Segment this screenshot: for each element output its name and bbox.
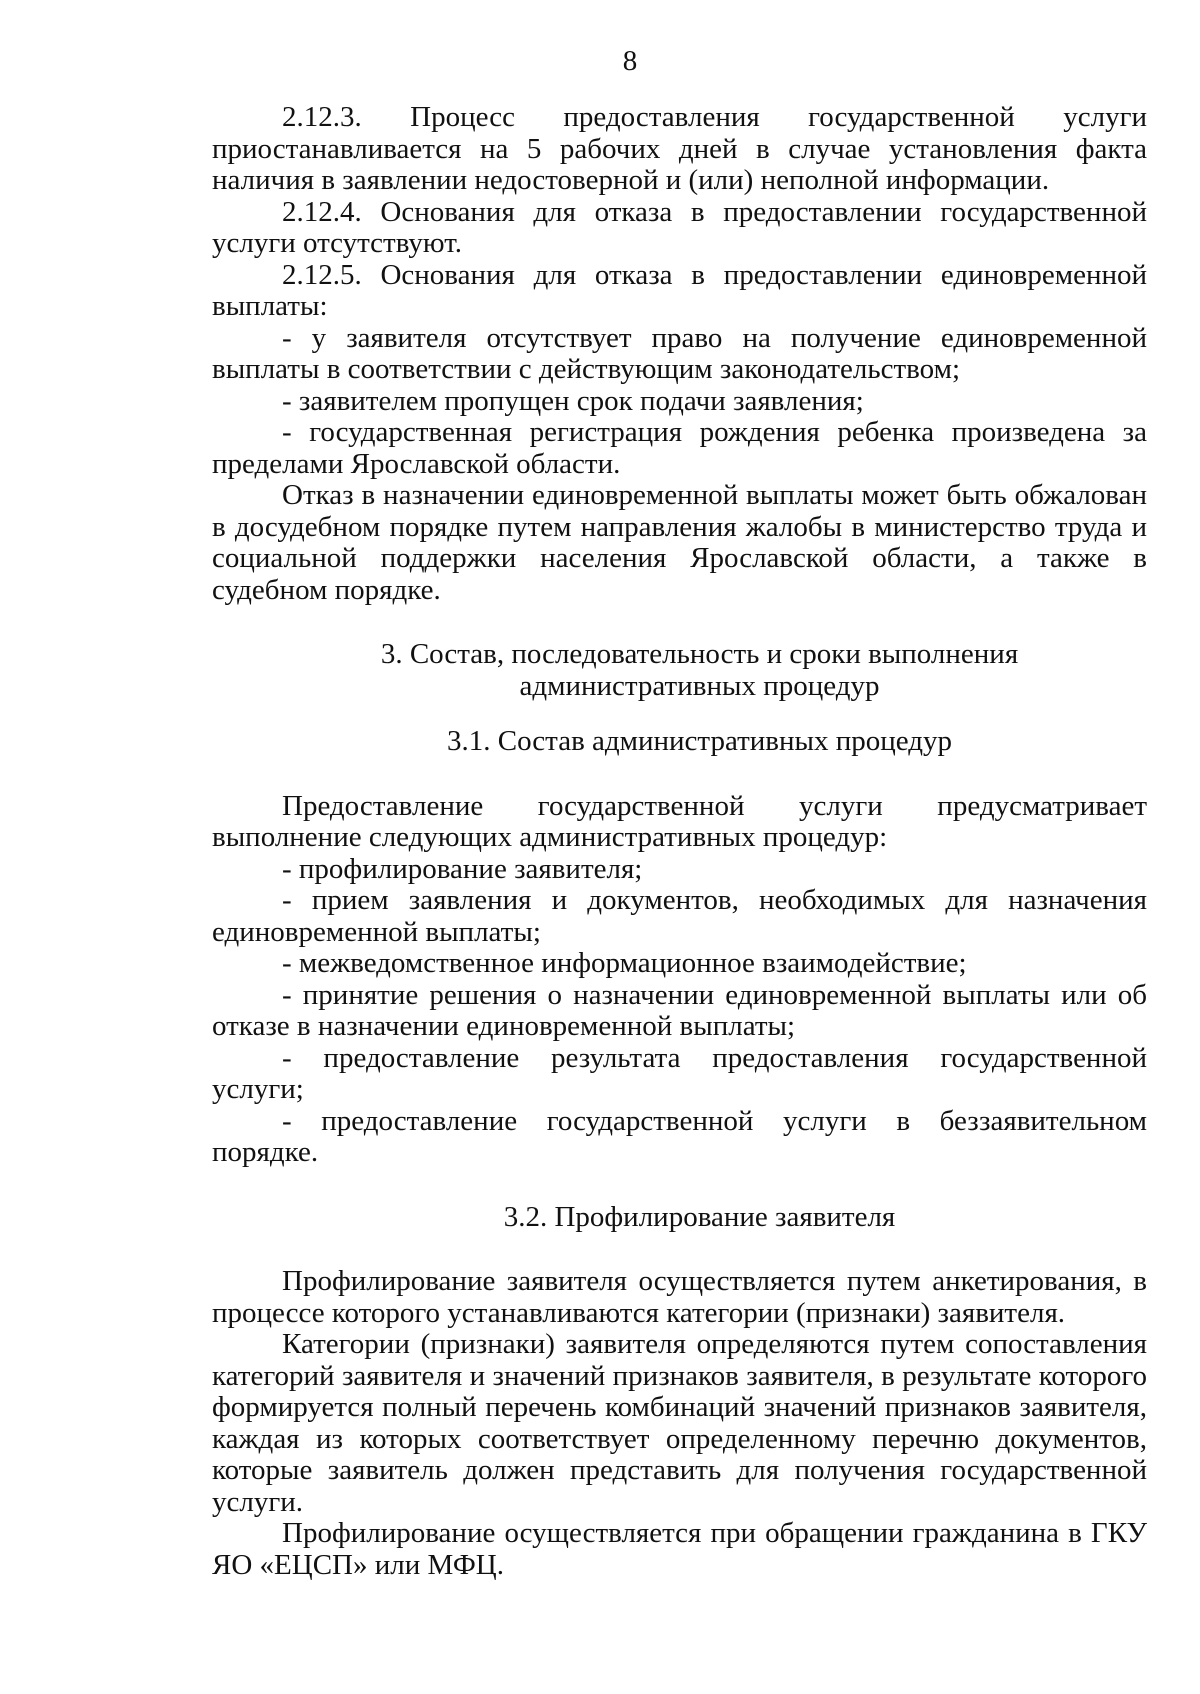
- page-number: 8: [622, 45, 638, 77]
- subsection-3-1-intro: Предоставление государственной услуги предусматривает выполнение следующих административных процедур:: [212, 789, 1147, 853]
- subsection-3-2-heading: 3.2. Профилирование заявителя: [503, 1200, 896, 1233]
- paragraph-2-12-5: 2.12.5. Основания для отказа в предоставлении единовременной выплаты:: [212, 258, 1147, 322]
- subsection-3-2-paragraph: Профилирование осуществляется при обращении гражданина в ГКУ ЯО «ЕЦСП» или МФЦ.: [212, 1517, 1147, 1581]
- procedure-item: - профилирование заявителя;: [282, 852, 643, 885]
- subsection-3-2-paragraph: Категории (признаки) заявителя определяются путем сопоставления категорий заявителя и значений признаков заявителя, в результате которого формируется полный перечень комбинаций значений признаков заявителя, каждая из которых соответствует определенному перечню документов, которые заявитель должен представить для получения государственной услуги.: [212, 1328, 1147, 1518]
- paragraph-2-12-4: 2.12.4. Основания для отказа в предоставлении государственной услуги отсутствуют.: [212, 195, 1147, 259]
- refusal-item: - у заявителя отсутствует право на получение единовременной выплаты в соответствии с действующим законодательством;: [212, 321, 1147, 385]
- section-3-heading-line2: административных процедур: [519, 669, 880, 702]
- procedure-item: - межведомственное информационное взаимодействие;: [282, 947, 967, 979]
- procedure-item: - предоставление результата предоставления государственной услуги;: [212, 1041, 1147, 1105]
- subsection-3-2-paragraph: Профилирование заявителя осуществляется путем анкетирования, в процессе которого устанавливаются категории (признаки) заявителя.: [212, 1265, 1147, 1329]
- refusal-item: - заявителем пропущен срок подачи заявления;: [282, 384, 864, 417]
- procedure-item: - предоставление государственной услуги в беззаявительном порядке.: [212, 1104, 1147, 1168]
- appeal-paragraph: Отказ в назначении единовременной выплаты может быть обжалован в досудебном порядке путем направления жалобы в министерство труда и социальной поддержки населения Ярославской области, а также в судебном порядке.: [212, 479, 1147, 606]
- section-3-heading-line1: 3. Состав, последовательность и сроки выполнения: [380, 638, 1019, 670]
- paragraph-2-12-3: 2.12.3. Процесс предоставления государственной услуги приостанавливается на 5 рабочих дней в случае установления факта наличия в заявлении недостоверной и (или) неполной информации.: [212, 101, 1147, 196]
- procedure-item: - принятие решения о назначении единовременной выплаты или об отказе в назначении единовременной выплаты;: [212, 978, 1147, 1042]
- refusal-item: - государственная регистрация рождения ребенка произведена за пределами Ярославской области.: [212, 416, 1147, 480]
- subsection-3-1-heading: 3.1. Состав административных процедур: [446, 725, 952, 757]
- document-body: [212, 102, 1147, 1581]
- procedure-item: - прием заявления и документов, необходимых для назначения единовременной выплаты;: [212, 884, 1147, 948]
